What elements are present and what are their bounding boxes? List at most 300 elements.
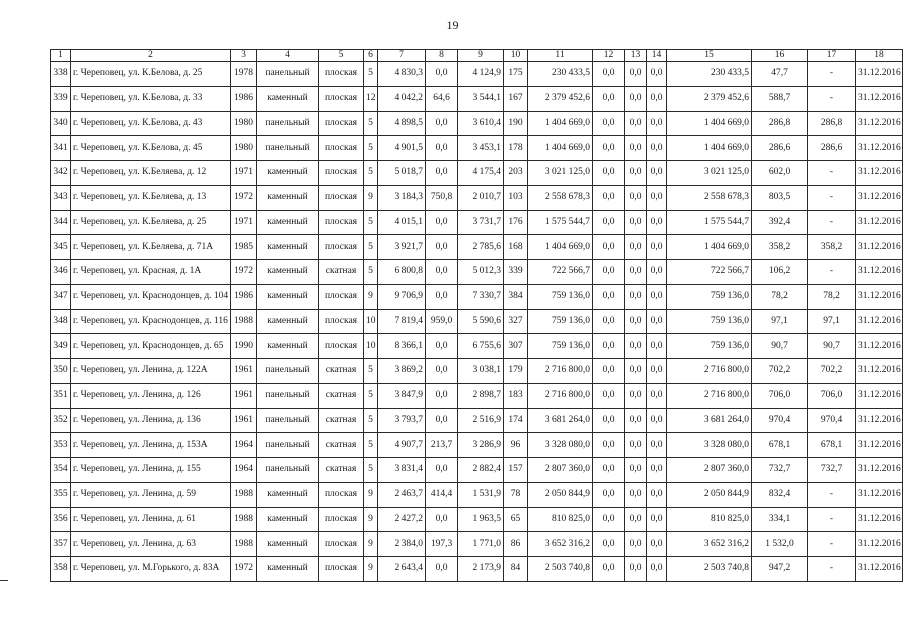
cost-cell: 2 807 360,0 xyxy=(667,458,752,483)
cost-cell: 810 825,0 xyxy=(667,507,752,532)
column-number-header: 1 xyxy=(51,50,71,62)
roof-type-cell: плоская xyxy=(319,111,364,136)
floors-cell: 5 xyxy=(364,433,378,458)
date-cell: 31.12.2016 xyxy=(856,284,903,309)
floors-cell: 5 xyxy=(364,136,378,161)
value-cell: 203 xyxy=(504,161,528,186)
row-number: 343 xyxy=(51,185,71,210)
year-cell: 1972 xyxy=(231,260,257,285)
value-cell: 0,0 xyxy=(593,86,625,111)
column-number-header: 13 xyxy=(625,50,647,62)
value-cell: - xyxy=(808,260,856,285)
total-area-cell: 3 921,7 xyxy=(378,235,426,260)
year-cell: 1978 xyxy=(231,62,257,87)
address-cell: г. Череповец, ул. Краснодонцев, д. 65 xyxy=(71,334,231,359)
value-cell: 0,0 xyxy=(625,185,647,210)
wall-material-cell: каменный xyxy=(257,86,319,111)
value-cell: 0,0 xyxy=(593,557,625,582)
value-cell: 168 xyxy=(504,235,528,260)
table-row xyxy=(51,334,903,359)
cost-cell: 2 716 800,0 xyxy=(528,383,593,408)
value-cell: 947,2 xyxy=(752,557,808,582)
value-cell: 0,0 xyxy=(625,136,647,161)
cost-cell: 2 503 740,8 xyxy=(528,557,593,582)
cost-cell: 2 716 800,0 xyxy=(667,383,752,408)
value-cell: 0,0 xyxy=(593,309,625,334)
total-area-cell: 2 427,2 xyxy=(378,507,426,532)
value-cell: 0,0 xyxy=(647,532,667,557)
floors-cell: 9 xyxy=(364,557,378,582)
value-cell: 832,4 xyxy=(752,482,808,507)
value-cell: 803,5 xyxy=(752,185,808,210)
total-area-cell: 4 898,5 xyxy=(378,111,426,136)
value-cell: 0,0 xyxy=(593,260,625,285)
value-cell: 84 xyxy=(504,557,528,582)
roof-type-cell: плоская xyxy=(319,284,364,309)
cost-cell: 3 021 125,0 xyxy=(528,161,593,186)
floors-cell: 5 xyxy=(364,458,378,483)
floors-cell: 5 xyxy=(364,383,378,408)
value-cell: 0,0 xyxy=(593,359,625,384)
floors-cell: 5 xyxy=(364,62,378,87)
value-cell: 678,1 xyxy=(808,433,856,458)
value-cell: 0,0 xyxy=(625,383,647,408)
year-cell: 1988 xyxy=(231,309,257,334)
value-cell: 90,7 xyxy=(752,334,808,359)
roof-type-cell: плоская xyxy=(319,185,364,210)
value-cell: 97,1 xyxy=(808,309,856,334)
value-cell: 327 xyxy=(504,309,528,334)
value-cell: 0,0 xyxy=(625,111,647,136)
value-cell: 90,7 xyxy=(808,334,856,359)
row-number: 349 xyxy=(51,334,71,359)
cost-cell: 3 021 125,0 xyxy=(667,161,752,186)
value-cell: 3 731,7 xyxy=(458,210,504,235)
column-number-header: 5 xyxy=(319,50,364,62)
value-cell: 0,0 xyxy=(647,507,667,532)
value-cell: 678,1 xyxy=(752,433,808,458)
value-cell: - xyxy=(808,86,856,111)
column-number-header: 17 xyxy=(808,50,856,62)
value-cell: 0,0 xyxy=(625,458,647,483)
column-number-header: 4 xyxy=(257,50,319,62)
total-area-cell: 2 384,0 xyxy=(378,532,426,557)
value-cell: 970,4 xyxy=(808,408,856,433)
value-cell: 0,0 xyxy=(647,62,667,87)
column-number-header: 3 xyxy=(231,50,257,62)
value-cell: 86 xyxy=(504,532,528,557)
value-cell: 106,2 xyxy=(752,260,808,285)
roof-type-cell: скатная xyxy=(319,433,364,458)
cost-cell: 722 566,7 xyxy=(667,260,752,285)
value-cell: 0,0 xyxy=(647,334,667,359)
floors-cell: 5 xyxy=(364,260,378,285)
date-cell: 31.12.2016 xyxy=(856,458,903,483)
roof-type-cell: плоская xyxy=(319,161,364,186)
value-cell: 0,0 xyxy=(625,482,647,507)
value-cell: 1 531,9 xyxy=(458,482,504,507)
value-cell: - xyxy=(808,532,856,557)
table-row xyxy=(51,86,903,111)
value-cell: 0,0 xyxy=(426,557,458,582)
cost-cell: 759 136,0 xyxy=(667,334,752,359)
cost-cell: 2 558 678,3 xyxy=(667,185,752,210)
year-cell: 1986 xyxy=(231,284,257,309)
wall-material-cell: каменный xyxy=(257,235,319,260)
value-cell: 0,0 xyxy=(647,383,667,408)
row-number: 354 xyxy=(51,458,71,483)
row-number: 338 xyxy=(51,62,71,87)
year-cell: 1990 xyxy=(231,334,257,359)
table-row xyxy=(51,111,903,136)
value-cell: 183 xyxy=(504,383,528,408)
column-number-header: 14 xyxy=(647,50,667,62)
cost-cell: 2 379 452,6 xyxy=(667,86,752,111)
floors-cell: 5 xyxy=(364,359,378,384)
total-area-cell: 3 831,4 xyxy=(378,458,426,483)
roof-type-cell: скатная xyxy=(319,408,364,433)
year-cell: 1972 xyxy=(231,185,257,210)
year-cell: 1964 xyxy=(231,458,257,483)
value-cell: 176 xyxy=(504,210,528,235)
floors-cell: 9 xyxy=(364,482,378,507)
value-cell: 0,0 xyxy=(647,309,667,334)
value-cell: - xyxy=(808,507,856,532)
value-cell: 0,0 xyxy=(426,359,458,384)
floors-cell: 9 xyxy=(364,284,378,309)
value-cell: 97,1 xyxy=(752,309,808,334)
column-number-header: 15 xyxy=(667,50,752,62)
value-cell: 2 173,9 xyxy=(458,557,504,582)
address-cell: г. Череповец, ул. К.Беляева, д. 13 xyxy=(71,185,231,210)
year-cell: 1964 xyxy=(231,433,257,458)
value-cell: 64,6 xyxy=(426,86,458,111)
table-row xyxy=(51,433,903,458)
housing-register-table xyxy=(50,49,903,582)
value-cell: 0,0 xyxy=(647,359,667,384)
roof-type-cell: плоская xyxy=(319,557,364,582)
cost-cell: 230 433,5 xyxy=(528,62,593,87)
value-cell: 1 532,0 xyxy=(752,532,808,557)
value-cell: 286,6 xyxy=(808,136,856,161)
cost-cell: 759 136,0 xyxy=(528,284,593,309)
value-cell: 0,0 xyxy=(647,482,667,507)
address-cell: г. Череповец, ул. Ленина, д. 136 xyxy=(71,408,231,433)
row-number: 357 xyxy=(51,532,71,557)
value-cell: 339 xyxy=(504,260,528,285)
value-cell: 307 xyxy=(504,334,528,359)
year-cell: 1980 xyxy=(231,136,257,161)
value-cell: 0,0 xyxy=(593,334,625,359)
address-cell: г. Череповец, ул. К.Белова, д. 43 xyxy=(71,111,231,136)
total-area-cell: 3 869,2 xyxy=(378,359,426,384)
value-cell: 602,0 xyxy=(752,161,808,186)
value-cell: 0,0 xyxy=(647,557,667,582)
value-cell: 970,4 xyxy=(752,408,808,433)
year-cell: 1961 xyxy=(231,359,257,384)
row-number: 351 xyxy=(51,383,71,408)
total-area-cell: 9 706,9 xyxy=(378,284,426,309)
cost-cell: 3 652 316,2 xyxy=(528,532,593,557)
value-cell: 47,7 xyxy=(752,62,808,87)
address-cell: г. Череповец, ул. К.Беляева, д. 25 xyxy=(71,210,231,235)
wall-material-cell: каменный xyxy=(257,557,319,582)
year-cell: 1961 xyxy=(231,383,257,408)
value-cell: 5 590,6 xyxy=(458,309,504,334)
roof-type-cell: плоская xyxy=(319,62,364,87)
year-cell: 1986 xyxy=(231,86,257,111)
value-cell: 2 882,4 xyxy=(458,458,504,483)
value-cell: 6 755,6 xyxy=(458,334,504,359)
value-cell: 0,0 xyxy=(647,136,667,161)
cost-cell: 2 807 360,0 xyxy=(528,458,593,483)
date-cell: 31.12.2016 xyxy=(856,62,903,87)
cost-cell: 1 404 669,0 xyxy=(667,136,752,161)
value-cell: 190 xyxy=(504,111,528,136)
date-cell: 31.12.2016 xyxy=(856,309,903,334)
value-cell: 0,0 xyxy=(426,235,458,260)
value-cell: 0,0 xyxy=(593,383,625,408)
value-cell: 0,0 xyxy=(647,185,667,210)
total-area-cell: 4 830,3 xyxy=(378,62,426,87)
value-cell: 167 xyxy=(504,86,528,111)
total-area-cell: 2 643,4 xyxy=(378,557,426,582)
address-cell: г. Череповец, ул. Красная, д. 1А xyxy=(71,260,231,285)
value-cell: 0,0 xyxy=(625,359,647,384)
wall-material-cell: панельный xyxy=(257,408,319,433)
cost-cell: 2 558 678,3 xyxy=(528,185,593,210)
value-cell: 0,0 xyxy=(625,309,647,334)
value-cell: 0,0 xyxy=(593,532,625,557)
value-cell: 0,0 xyxy=(593,62,625,87)
address-cell: г. Череповец, ул. Краснодонцев, д. 104 xyxy=(71,284,231,309)
roof-type-cell: плоская xyxy=(319,235,364,260)
value-cell: 0,0 xyxy=(593,408,625,433)
date-cell: 31.12.2016 xyxy=(856,136,903,161)
address-cell: г. Череповец, ул. Ленина, д. 59 xyxy=(71,482,231,507)
value-cell: 157 xyxy=(504,458,528,483)
value-cell: 3 610,4 xyxy=(458,111,504,136)
value-cell: 178 xyxy=(504,136,528,161)
column-number-header: 8 xyxy=(426,50,458,62)
wall-material-cell: каменный xyxy=(257,260,319,285)
wall-material-cell: панельный xyxy=(257,62,319,87)
value-cell: 197,3 xyxy=(426,532,458,557)
row-number: 352 xyxy=(51,408,71,433)
value-cell: 2 898,7 xyxy=(458,383,504,408)
year-cell: 1988 xyxy=(231,532,257,557)
date-cell: 31.12.2016 xyxy=(856,408,903,433)
year-cell: 1971 xyxy=(231,161,257,186)
cost-cell: 1 575 544,7 xyxy=(667,210,752,235)
value-cell: 0,0 xyxy=(625,161,647,186)
row-number: 344 xyxy=(51,210,71,235)
value-cell: - xyxy=(808,557,856,582)
address-cell: г. Череповец, ул. Ленина, д. 155 xyxy=(71,458,231,483)
value-cell: 0,0 xyxy=(593,185,625,210)
cost-cell: 759 136,0 xyxy=(667,284,752,309)
value-cell: 0,0 xyxy=(593,161,625,186)
value-cell: 2 516,9 xyxy=(458,408,504,433)
row-number: 347 xyxy=(51,284,71,309)
value-cell: 0,0 xyxy=(426,507,458,532)
table-row xyxy=(51,309,903,334)
cost-cell: 2 050 844,9 xyxy=(528,482,593,507)
wall-material-cell: панельный xyxy=(257,383,319,408)
wall-material-cell: панельный xyxy=(257,458,319,483)
value-cell: 0,0 xyxy=(593,433,625,458)
date-cell: 31.12.2016 xyxy=(856,433,903,458)
table-row xyxy=(51,62,903,87)
wall-material-cell: панельный xyxy=(257,136,319,161)
value-cell: 0,0 xyxy=(625,532,647,557)
floors-cell: 10 xyxy=(364,334,378,359)
value-cell: 286,6 xyxy=(752,136,808,161)
column-number-header: 10 xyxy=(504,50,528,62)
value-cell: 78 xyxy=(504,482,528,507)
cost-cell: 3 681 264,0 xyxy=(528,408,593,433)
floors-cell: 5 xyxy=(364,210,378,235)
floors-cell: 5 xyxy=(364,111,378,136)
floors-cell: 5 xyxy=(364,408,378,433)
roof-type-cell: скатная xyxy=(319,458,364,483)
address-cell: г. Череповец, ул. Краснодонцев, д. 116 xyxy=(71,309,231,334)
value-cell: 286,8 xyxy=(752,111,808,136)
date-cell: 31.12.2016 xyxy=(856,235,903,260)
total-area-cell: 4 015,1 xyxy=(378,210,426,235)
table-row xyxy=(51,161,903,186)
value-cell: 0,0 xyxy=(625,235,647,260)
total-area-cell: 4 901,5 xyxy=(378,136,426,161)
floors-cell: 12 xyxy=(364,86,378,111)
value-cell: 750,8 xyxy=(426,185,458,210)
date-cell: 31.12.2016 xyxy=(856,334,903,359)
value-cell: 1 771,0 xyxy=(458,532,504,557)
cost-cell: 3 681 264,0 xyxy=(667,408,752,433)
table-row xyxy=(51,408,903,433)
value-cell: 959,0 xyxy=(426,309,458,334)
wall-material-cell: каменный xyxy=(257,161,319,186)
value-cell: 0,0 xyxy=(426,260,458,285)
row-number: 356 xyxy=(51,507,71,532)
value-cell: 179 xyxy=(504,359,528,384)
value-cell: 0,0 xyxy=(426,334,458,359)
wall-material-cell: каменный xyxy=(257,309,319,334)
value-cell: 2 010,7 xyxy=(458,185,504,210)
roof-type-cell: скатная xyxy=(319,383,364,408)
wall-material-cell: панельный xyxy=(257,359,319,384)
cost-cell: 3 328 080,0 xyxy=(528,433,593,458)
roof-type-cell: плоская xyxy=(319,507,364,532)
address-cell: г. Череповец, ул. К.Белова, д. 45 xyxy=(71,136,231,161)
table-row xyxy=(51,482,903,507)
wall-material-cell: каменный xyxy=(257,284,319,309)
value-cell: 0,0 xyxy=(426,62,458,87)
value-cell: 0,0 xyxy=(426,111,458,136)
value-cell: 0,0 xyxy=(593,507,625,532)
wall-material-cell: каменный xyxy=(257,185,319,210)
value-cell: 4 124,9 xyxy=(458,62,504,87)
cost-cell: 2 503 740,8 xyxy=(667,557,752,582)
value-cell: 0,0 xyxy=(426,408,458,433)
column-number-header: 6 xyxy=(364,50,378,62)
cost-cell: 2 716 800,0 xyxy=(667,359,752,384)
floors-cell: 9 xyxy=(364,185,378,210)
value-cell: 3 453,1 xyxy=(458,136,504,161)
value-cell: 0,0 xyxy=(593,111,625,136)
date-cell: 31.12.2016 xyxy=(856,210,903,235)
value-cell: 65 xyxy=(504,507,528,532)
cost-cell: 230 433,5 xyxy=(667,62,752,87)
value-cell: 0,0 xyxy=(647,161,667,186)
value-cell: 0,0 xyxy=(593,210,625,235)
column-number-header: 9 xyxy=(458,50,504,62)
value-cell: 702,2 xyxy=(808,359,856,384)
year-cell: 1972 xyxy=(231,557,257,582)
date-cell: 31.12.2016 xyxy=(856,86,903,111)
table-row xyxy=(51,210,903,235)
wall-material-cell: каменный xyxy=(257,482,319,507)
cost-cell: 759 136,0 xyxy=(528,309,593,334)
date-cell: 31.12.2016 xyxy=(856,260,903,285)
total-area-cell: 5 018,7 xyxy=(378,161,426,186)
value-cell: 0,0 xyxy=(625,62,647,87)
column-number-row xyxy=(51,50,903,62)
value-cell: 3 038,1 xyxy=(458,359,504,384)
year-cell: 1988 xyxy=(231,482,257,507)
cost-cell: 2 716 800,0 xyxy=(528,359,593,384)
row-number: 346 xyxy=(51,260,71,285)
value-cell: 0,0 xyxy=(625,260,647,285)
value-cell: 0,0 xyxy=(426,210,458,235)
value-cell: 0,0 xyxy=(625,284,647,309)
page-number: 19 xyxy=(446,18,459,32)
value-cell: 7 330,7 xyxy=(458,284,504,309)
roof-type-cell: плоская xyxy=(319,86,364,111)
value-cell: 174 xyxy=(504,408,528,433)
value-cell: 392,4 xyxy=(752,210,808,235)
value-cell: 0,0 xyxy=(426,458,458,483)
value-cell: 0,0 xyxy=(647,458,667,483)
wall-material-cell: каменный xyxy=(257,210,319,235)
row-number: 355 xyxy=(51,482,71,507)
floors-cell: 9 xyxy=(364,507,378,532)
table-row xyxy=(51,458,903,483)
cost-cell: 759 136,0 xyxy=(667,309,752,334)
value-cell: 706,0 xyxy=(752,383,808,408)
column-number-header: 7 xyxy=(378,50,426,62)
column-number-header: 2 xyxy=(71,50,231,62)
row-number: 345 xyxy=(51,235,71,260)
value-cell: 0,0 xyxy=(593,482,625,507)
date-cell: 31.12.2016 xyxy=(856,161,903,186)
date-cell: 31.12.2016 xyxy=(856,359,903,384)
cost-cell: 1 404 669,0 xyxy=(528,136,593,161)
date-cell: 31.12.2016 xyxy=(856,383,903,408)
total-area-cell: 7 819,4 xyxy=(378,309,426,334)
roof-type-cell: плоская xyxy=(319,532,364,557)
row-number: 339 xyxy=(51,86,71,111)
wall-material-cell: каменный xyxy=(257,507,319,532)
value-cell: 103 xyxy=(504,185,528,210)
date-cell: 31.12.2016 xyxy=(856,185,903,210)
address-cell: г. Череповец, ул. К.Белова, д. 25 xyxy=(71,62,231,87)
address-cell: г. Череповец, ул. Ленина, д. 63 xyxy=(71,532,231,557)
margin-mark xyxy=(0,580,8,581)
value-cell: - xyxy=(808,482,856,507)
total-area-cell: 3 847,9 xyxy=(378,383,426,408)
year-cell: 1971 xyxy=(231,210,257,235)
